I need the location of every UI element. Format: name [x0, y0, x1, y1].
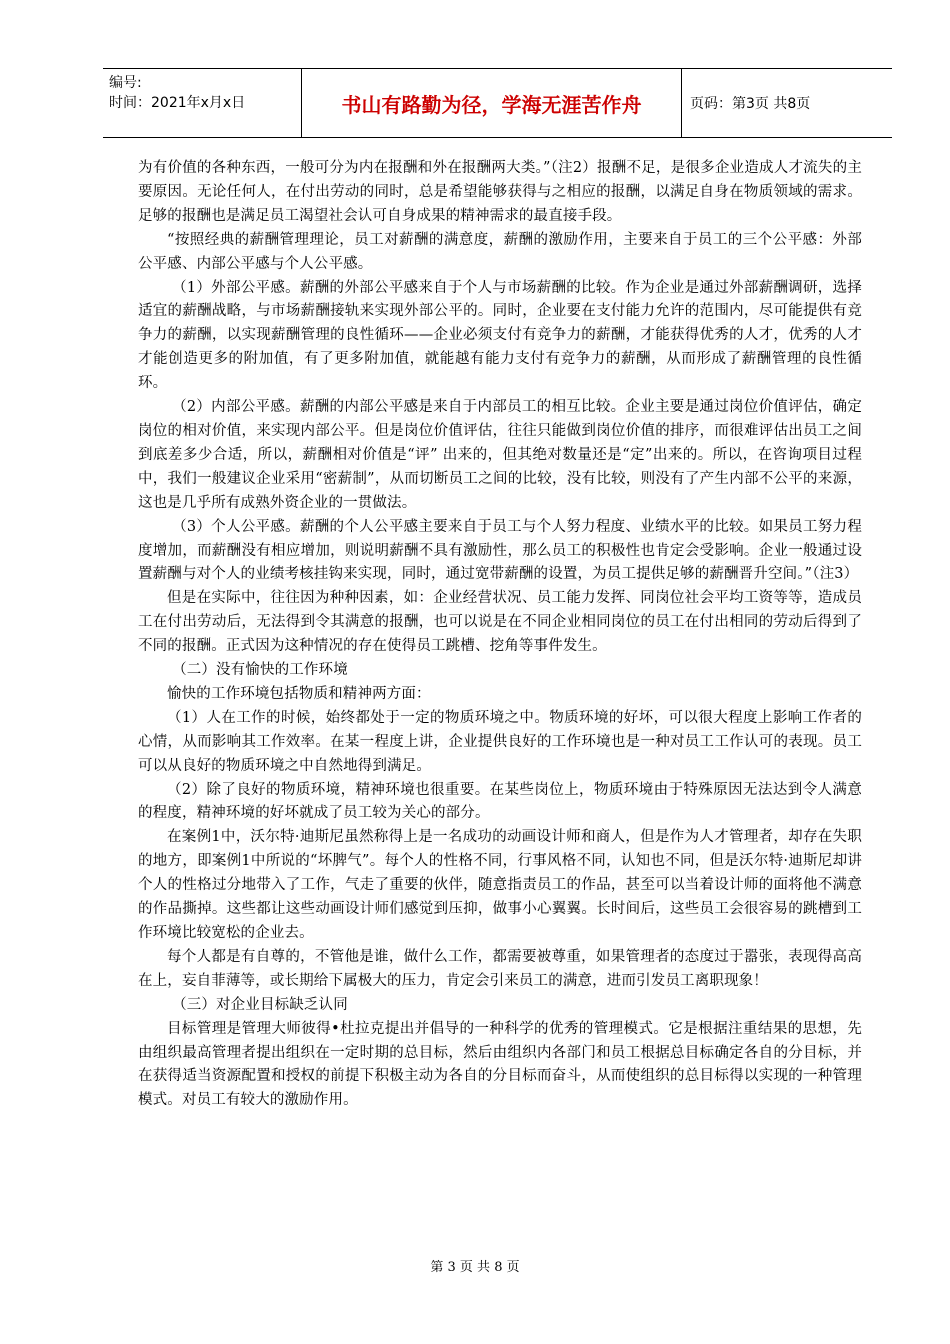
paragraph: 为有价值的各种东西，一般可分为内在报酬和外在报酬两大类。”（注2）报酬不足，是很多企业造成人才流失的主要原因。无论任何人，在付出劳动的同时，总是希望能够获得与之相应的报酬，以满足自身在物质领域的需求。足够的报酬也是满足员工渴望社会认可自身成果的精神需求的最直接手段。: [138, 160, 862, 224]
page-footer: 第 3 页 共 8 页: [430, 1260, 520, 1275]
paragraph: 目标管理是管理大师彼得•杜拉克提出并倡导的一种科学的优秀的管理模式。它是根据注重结果的思想，先由组织最高管理者提出组织在一定时期的总目标，然后由组织内各部门和员工根据总目标确定各自的分目标，并在获得适当资源配置和授权的前提下积极主动为各自的分目标而奋斗，从而使组织的总目标得以实现的一种管理模式。对员工有较大的激励作用。: [138, 1020, 862, 1109]
paragraph: 愉快的工作环境包括物质和精神两方面：: [167, 685, 431, 702]
document-body: [138, 157, 862, 1113]
section-heading: （二）没有愉快的工作环境: [172, 662, 348, 679]
paragraph: 每个人都是有自尊的，不管他是谁，做什么工作，都需要被尊重，如果管理者的态度过于嚣张，表现得高高在上，妄自菲薄等，或长期给下属极大的压力，肯定会引来员工的满意，进而引发员工离职现象！: [138, 948, 862, 989]
paragraph: （2）内部公平感。薪酬的内部公平感是来自于内部员工的相互比较。企业主要是通过岗位价值评估，确定岗位的相对价值，来实现内部公平。但是岗位价值评估，往往只能做到岗位价值的排序，而很难评估出员工之间到底差多少合适，所以，薪酬相对价值是“评” 出来的，但其绝对数量还是“定”出来的。所以，在咨询项目过程中，我们一般建议企业采用“密薪制”，从而切断员工之间的比较，没有比较，则没有了产生内部不公平的来源，这也是几乎所有成熟外资企业的一贯做法。: [138, 399, 862, 511]
paragraph: （1）外部公平感。薪酬的外部公平感来自于个人与市场薪酬的比较。作为企业是通过外部薪酬调研，选择适宜的薪酬战略，与市场薪酬接轨来实现外部公平的。同时，企业要在支付能力允许的范围内，尽可能提供有竞争力的薪酬，以实现薪酬管理的良性循环——企业必须支付有竞争力的薪酬，才能获得优秀的人才，优秀的人才才能创造更多的附加值，有了更多附加值，就能越有能力支付有竞争力的薪酬，从而形成了薪酬管理的良性循环。: [138, 279, 862, 392]
document-date: 时间：2021年x月x日: [109, 95, 246, 111]
header-page-info: 页码：第3页 共8页: [690, 96, 811, 112]
header-meta: [103, 69, 302, 137]
document-number-label: 编号:: [109, 75, 142, 91]
paragraph: （3）个人公平感。薪酬的个人公平感主要来自于员工与个人努力程度、业绩水平的比较。如果员工努力程度增加，而薪酬没有相应增加，则说明薪酬不具有激励性，那么员工的积极性也肯定会受影响。企业一般通过设置薪酬与对个人的业绩考核挂钩来实现，同时，通过宽带薪酬的设置，为员工提供足够的薪酬晋升空间。”（注3）: [138, 518, 862, 583]
paragraph: 在案例1中，沃尔特·迪斯尼虽然称得上是一名成功的动画设计师和商人，但是作为人才管理者，却存在失职的地方，即案例1中所说的“坏脾气”。每个人的性格不同，行事风格不同，认知也不同，但是沃尔特·迪斯尼却讲个人的性格过分地带入了工作，气走了重要的伙伴，随意指责员工的作品，甚至可以当着设计师的面将他不满意的作品撕掉。这些都让这些动画设计师们感觉到压抑，做事小心翼翼。长时间后，这些员工会很容易的跳槽到工作环境比较宽松的企业去。: [138, 829, 862, 941]
header-motto: 书山有路勤为径，学海无涯苦作舟: [302, 69, 682, 137]
paragraph: （1）人在工作的时候，始终都处于一定的物质环境之中。物质环境的好坏，可以很大程度上影响工作者的心情，从而影响其工作效率。在某一程度上讲，企业提供良好的工作环境也是一种对员工工作认可的表现。员工可以从良好的物质环境之中自然地得到满足。: [138, 709, 862, 774]
page-header: [103, 68, 892, 138]
section-heading: （三）对企业目标缺乏认同: [172, 996, 348, 1013]
paragraph: （2）除了良好的物质环境，精神环境也很重要。在某些岗位上，物质环境由于特殊原因无法达到令人满意的程度，精神环境的好坏就成了员工较为关心的部分。: [138, 781, 862, 822]
paragraph: “按照经典的薪酬管理理论，员工对薪酬的满意度，薪酬的激励作用，主要来自于员工的三个公平感：外部公平感、内部公平感与个人公平感。: [138, 231, 862, 272]
paragraph: 但是在实际中，往往因为种种因素，如：企业经营状况、员工能力发挥、同岗位社会平均工资等等，造成员工在付出劳动后，无法得到令其满意的报酬，也可以说是在不同企业相同岗位的员工在付出相同的劳动后得到了不同的报酬。正式因为这种情况的存在使得员工跳槽、挖角等事件发生。: [138, 590, 862, 655]
